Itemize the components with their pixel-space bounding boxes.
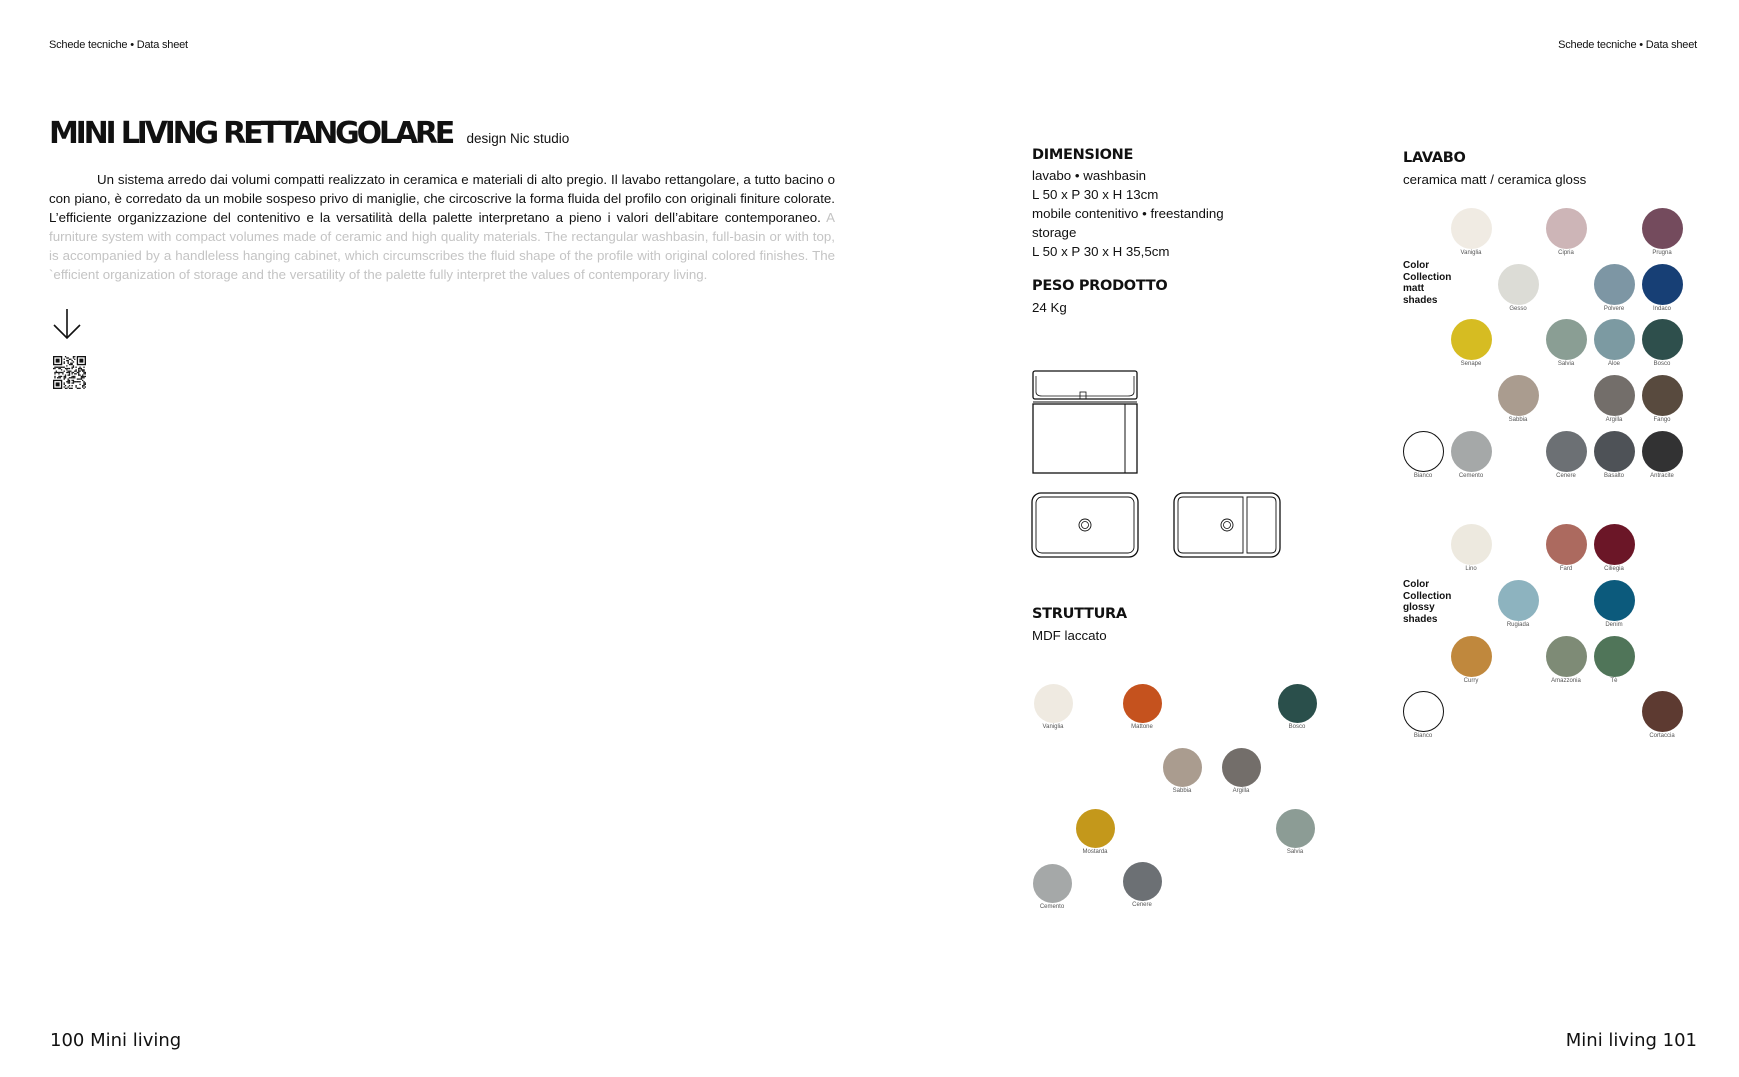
gloss-swatch-label: Fard — [1559, 565, 1573, 572]
struttura-swatch-vaniglia[interactable] — [1034, 684, 1073, 723]
matt-swatch-basalto[interactable] — [1594, 431, 1635, 472]
matt-swatch-senape[interactable] — [1451, 319, 1492, 360]
description-italian: Un sistema arredo dai volumi compatti realizzato in ceramica e materiali di alto pregio. Il lavabo rettangolare, a tutto bacino o con piano, è corredato da un mobile sospeso privo di maniglie, che circoscrive la forma fluida del profilo con originali finiture colorate. L’efficiente organizzazione del contenitivo e la versatilità della palette interpretano a pieno i valori dell’abitare contemporaneo. — [49, 172, 835, 225]
gloss-swatch-curry[interactable] — [1451, 636, 1492, 677]
matt-swatch-label: Vaniglia — [1460, 249, 1482, 256]
dimensione-line: L 50 x P 30 x H 35,5cm — [1032, 244, 1170, 259]
matt-swatch-vaniglia[interactable] — [1451, 208, 1492, 249]
matt-swatch-label: Sabbia — [1508, 416, 1528, 423]
matt-swatch-bianco[interactable] — [1403, 431, 1444, 472]
dimensione-details — [1032, 166, 1224, 261]
matt-label-line: Collection — [1403, 271, 1452, 283]
struttura-swatch-label: Mostarda — [1082, 848, 1108, 855]
gloss-swatch-ciliegia[interactable] — [1594, 524, 1635, 565]
qr-code-icon[interactable] — [53, 356, 86, 389]
dimensione-heading: DIMENSIONE — [1032, 147, 1134, 163]
glossy-label-line: Color — [1403, 579, 1430, 590]
matt-swatch-gesso[interactable] — [1498, 264, 1539, 305]
gloss-swatch-label: Tè — [1610, 677, 1618, 684]
gloss-swatch-bianco[interactable] — [1403, 691, 1444, 732]
matt-label-line: matt — [1403, 283, 1425, 294]
matt-swatch-label: Gesso — [1509, 305, 1527, 312]
matt-swatch-label: Polvere — [1603, 305, 1625, 312]
gloss-swatch-rugiada[interactable] — [1498, 580, 1539, 621]
struttura-swatch-cemento[interactable] — [1033, 864, 1072, 903]
matt-swatch-label: Argilla — [1605, 416, 1623, 423]
matt-swatch-fango[interactable] — [1642, 375, 1683, 416]
matt-swatch-sabbia[interactable] — [1498, 375, 1539, 416]
matt-swatch-label: Aloe — [1607, 360, 1621, 367]
gloss-swatch-fard[interactable] — [1546, 524, 1587, 565]
struttura-swatch-argilla[interactable] — [1222, 748, 1261, 787]
title-block — [49, 116, 569, 151]
matt-shades-label — [1403, 260, 1451, 306]
matt-swatch-cenere[interactable] — [1546, 431, 1587, 472]
gloss-swatch-label: Ciliegia — [1604, 565, 1624, 572]
peso-value: 24 Kg — [1032, 300, 1067, 315]
matt-swatch-label: Basalto — [1603, 472, 1625, 479]
matt-label-line: Color — [1403, 260, 1430, 271]
top-view-basin-drawing — [1031, 492, 1139, 563]
struttura-value: MDF laccato — [1032, 628, 1107, 643]
side-view-drawing — [1032, 370, 1142, 481]
struttura-swatch-label: Sabbia — [1172, 787, 1192, 794]
glossy-label-line: shades — [1403, 613, 1438, 625]
matt-swatch-label: Indaco — [1652, 305, 1672, 312]
gloss-swatch-label: Cortaccia — [1649, 732, 1675, 739]
folio-right: Mini living 101 — [1565, 1030, 1697, 1051]
gloss-swatch-lino[interactable] — [1451, 524, 1492, 565]
arrow-down-icon[interactable] — [52, 308, 82, 340]
matt-swatch-label: Bosco — [1653, 360, 1671, 367]
glossy-label-line: glossy — [1403, 602, 1435, 613]
gloss-swatch-denim[interactable] — [1594, 580, 1635, 621]
lavabo-heading: LAVABO — [1403, 150, 1466, 166]
peso-heading: PESO PRODOTTO — [1032, 278, 1168, 294]
matt-swatch-polvere[interactable] — [1594, 264, 1635, 305]
matt-swatch-aloe[interactable] — [1594, 319, 1635, 360]
matt-swatch-cemento[interactable] — [1451, 431, 1492, 472]
matt-swatch-label: Senape — [1460, 360, 1482, 367]
gloss-swatch-label: Rugiada — [1506, 621, 1530, 628]
gloss-swatch-label: Lino — [1465, 565, 1477, 572]
lavabo-subtitle: ceramica matt / ceramica gloss — [1403, 172, 1587, 187]
struttura-swatch-cenere[interactable] — [1123, 862, 1162, 901]
matt-swatch-label: Bianco — [1413, 472, 1433, 479]
glossy-label-line: Collection — [1403, 590, 1452, 602]
dimensione-line: storage — [1032, 225, 1077, 240]
matt-swatch-label: Cenere — [1556, 472, 1576, 479]
gloss-swatch-tè[interactable] — [1594, 636, 1635, 677]
description-english: A furniture system with compact volumes made of ceramic and high quality materials. The rectangular washbasin, full-basin or with top, is accompanied by a handleless hanging cabinet, which circumscribes the fluid shape of the profile with original colored finishes. The `efficient organization of storage and the versatility of the palette fully interpret the values of contemporary living. — [49, 210, 836, 282]
struttura-swatch-label: Cemento — [1039, 903, 1065, 910]
matt-swatch-salvia[interactable] — [1546, 319, 1587, 360]
matt-swatch-antracite[interactable] — [1642, 431, 1683, 472]
struttura-swatch-label: Bosco — [1288, 723, 1306, 730]
gloss-swatch-label: Bianco — [1413, 732, 1433, 739]
gloss-swatch-cortaccia[interactable] — [1642, 691, 1683, 732]
dimensione-line: L 50 x P 30 x H 13cm — [1032, 187, 1159, 202]
matt-swatch-label: Cipria — [1558, 249, 1574, 256]
running-header-left: Schede tecniche • Data sheet — [49, 39, 188, 51]
struttura-heading: STRUTTURA — [1032, 606, 1127, 622]
gloss-swatch-label: Denim — [1605, 621, 1623, 628]
struttura-swatch-bosco[interactable] — [1278, 684, 1317, 723]
matt-swatch-bosco[interactable] — [1642, 319, 1683, 360]
matt-swatch-indaco[interactable] — [1642, 264, 1683, 305]
running-header-right: Schede tecniche • Data sheet — [1558, 39, 1697, 51]
top-view-shelf-drawing — [1173, 492, 1281, 563]
struttura-swatch-mattone[interactable] — [1123, 684, 1162, 723]
struttura-swatch-mostarda[interactable] — [1076, 809, 1115, 848]
glossy-shades-label — [1403, 579, 1451, 625]
matt-swatch-prugna[interactable] — [1642, 208, 1683, 249]
gloss-swatch-label: Curry — [1463, 677, 1479, 684]
matt-swatch-label: Prugna — [1652, 249, 1672, 256]
gloss-swatch-amazzonia[interactable] — [1546, 636, 1587, 677]
dimensione-line: mobile contenitivo • freestanding — [1032, 206, 1224, 221]
matt-swatch-cipria[interactable] — [1546, 208, 1587, 249]
matt-label-line: shades — [1403, 294, 1438, 306]
struttura-swatch-label: Mattone — [1131, 723, 1153, 730]
struttura-swatch-label: Salvia — [1286, 848, 1304, 855]
matt-swatch-label: Fango — [1653, 416, 1671, 423]
struttura-swatch-sabbia[interactable] — [1163, 748, 1202, 787]
struttura-swatch-label: Argilla — [1232, 787, 1250, 794]
struttura-swatch-salvia[interactable] — [1276, 809, 1315, 848]
product-title: MINI LIVING RETTANGOLARE — [49, 116, 453, 151]
matt-swatch-label: Cemento — [1458, 472, 1484, 479]
dimensione-line: lavabo • washbasin — [1032, 168, 1147, 183]
matt-swatch-argilla[interactable] — [1594, 375, 1635, 416]
matt-swatch-label: Antracite — [1650, 472, 1674, 479]
product-description — [49, 170, 835, 284]
struttura-swatch-label: Vaniglia — [1042, 723, 1064, 730]
designer-credit: design Nic studio — [466, 131, 570, 146]
matt-swatch-label: Salvia — [1557, 360, 1575, 367]
gloss-swatch-label: Amazzonia — [1551, 677, 1581, 684]
struttura-swatch-label: Cenere — [1132, 901, 1152, 908]
folio-left: 100 Mini living — [50, 1030, 182, 1051]
